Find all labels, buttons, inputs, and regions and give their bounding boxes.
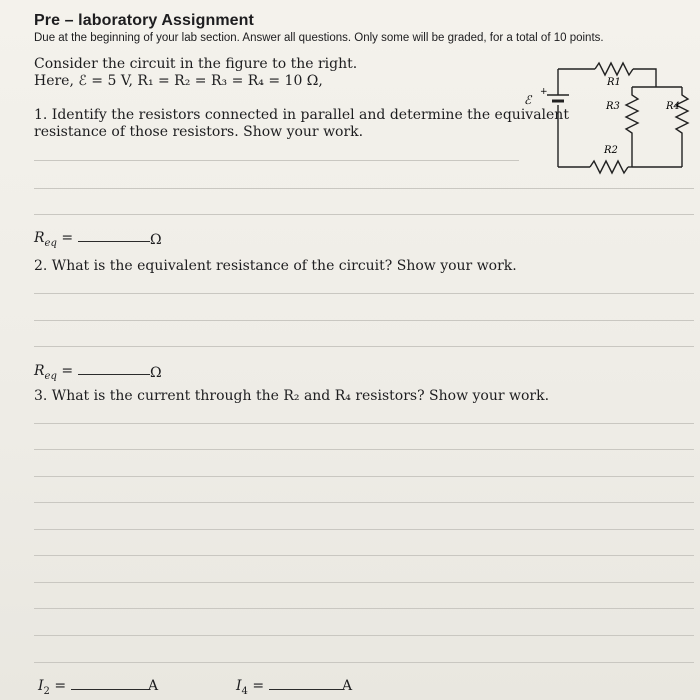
resistor-r1 — [595, 63, 633, 75]
q1-unit: Ω — [150, 232, 162, 248]
i4-equals: = — [247, 678, 265, 694]
writing-line — [34, 662, 694, 663]
r1-label: R1 — [607, 77, 621, 88]
writing-line — [34, 555, 694, 556]
q1-answer-equals: = — [56, 230, 74, 246]
q3-answer-i4 — [236, 678, 343, 697]
resistor-r2 — [590, 161, 628, 173]
q2-unit: Ω — [150, 365, 162, 381]
writing-line — [34, 214, 694, 215]
q2-answer — [34, 363, 150, 382]
q2-answer-blank[interactable] — [78, 374, 150, 375]
resistor-r3 — [626, 87, 638, 167]
q1-text-line-2: resistance of those resistors. Show your work. — [34, 124, 364, 140]
q1-answer-subscript: eq — [44, 237, 57, 249]
r2-label: R2 — [604, 145, 618, 156]
resistor-r4 — [676, 87, 688, 167]
i2-unit: A — [148, 678, 159, 694]
intro-line-2: Here, ℰ = 5 V, R₁ = R₂ = R₃ = R₄ = 10 Ω, — [34, 73, 323, 89]
writing-line — [34, 423, 694, 424]
intro-line-1: Consider the circuit in the figure to the right. — [34, 56, 358, 72]
q2-answer-equals: = — [56, 363, 74, 379]
i4-answer-blank[interactable] — [269, 689, 343, 690]
writing-line — [34, 635, 694, 636]
writing-line — [34, 293, 694, 294]
i2-answer-blank[interactable] — [71, 689, 149, 690]
page-subtitle: Due at the beginning of your lab section. Answer all questions. Only some will be graded, for a total of 10 points. — [34, 32, 604, 44]
r3-label: R3 — [606, 101, 620, 112]
i2-equals: = — [49, 678, 67, 694]
i2-label: I — [38, 678, 44, 694]
i4-unit: A — [342, 678, 353, 694]
writing-line — [34, 449, 694, 450]
circuit-wire-top-right — [633, 69, 656, 87]
q3-answer-i2 — [38, 678, 149, 697]
writing-line — [34, 608, 694, 609]
q1-answer — [34, 230, 150, 249]
i2-subscript: 2 — [43, 685, 50, 697]
q1-answer-blank[interactable] — [78, 241, 150, 242]
q2-text: 2. What is the equivalent resistance of the circuit? Show your work. — [34, 258, 517, 274]
writing-line — [34, 346, 694, 347]
r4-label: R4 — [666, 101, 680, 112]
page-title: Pre – laboratory Assignment — [34, 12, 254, 29]
q1-text-line-1: 1. Identify the resistors connected in parallel and determine the equivalent — [34, 107, 569, 123]
writing-line — [34, 188, 694, 189]
battery-plus-label: + — [540, 87, 548, 97]
i4-subscript: 4 — [241, 685, 248, 697]
q2-answer-subscript: eq — [44, 370, 57, 382]
writing-line — [34, 160, 519, 161]
q1-answer-label: R — [34, 230, 45, 246]
writing-line — [34, 582, 694, 583]
writing-line — [34, 320, 694, 321]
writing-line — [34, 529, 694, 530]
emf-label: ℰ — [524, 93, 532, 107]
writing-line — [34, 476, 694, 477]
q2-answer-label: R — [34, 363, 45, 379]
q3-text: 3. What is the current through the R₂ and R₄ resistors? Show your work. — [34, 388, 550, 404]
i4-label: I — [236, 678, 242, 694]
writing-line — [34, 502, 694, 503]
